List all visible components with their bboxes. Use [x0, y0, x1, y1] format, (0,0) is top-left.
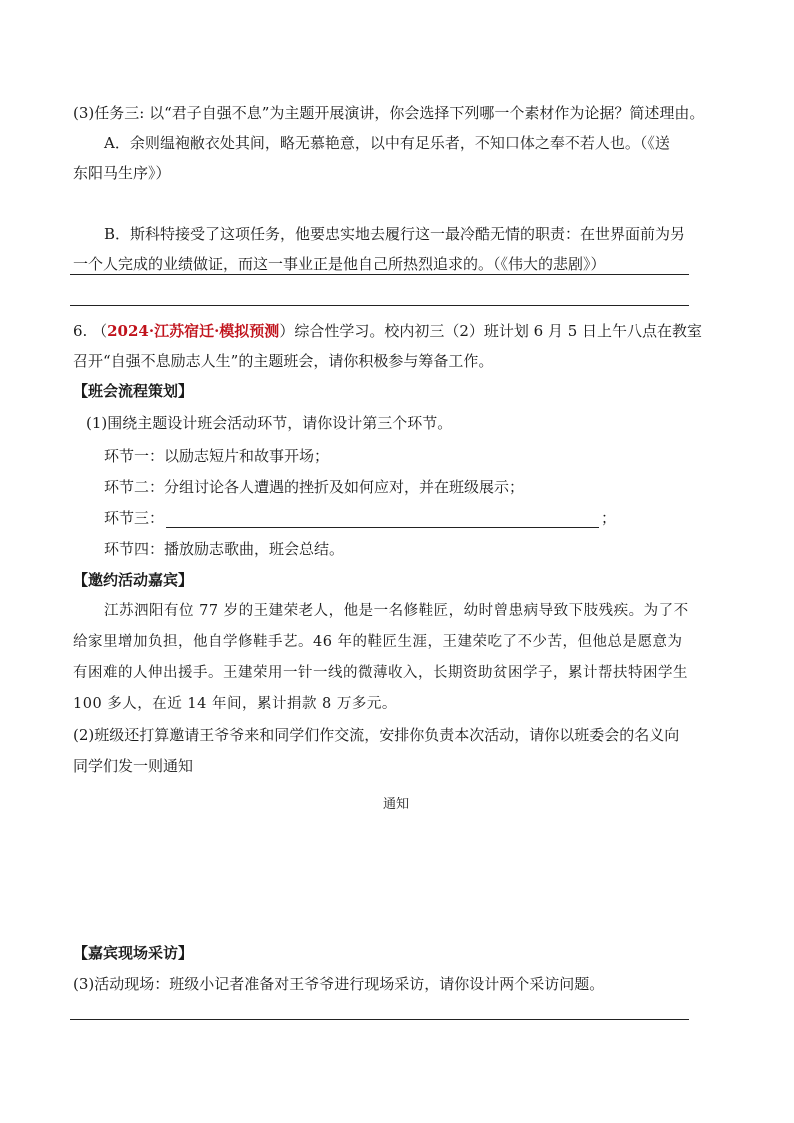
option-b-line2: 一个人完成的业绩做证，而这一事业正是他自己所热烈追求的。（《伟大的悲剧》） [73, 255, 606, 273]
step-3-end: ； [601, 509, 617, 527]
question-source: 2024·江苏宿迁·模拟预测 [107, 322, 280, 340]
story-line1: 江苏泗阳有位 77 岁的王建荣老人，他是一名修鞋匠，幼时曾患病导致下肢残疾。为了不 [104, 603, 689, 619]
answer-line[interactable] [70, 1019, 689, 1020]
part3-prompt: (3)活动现场：班级小记者准备对王爷爷进行现场采访，请你设计两个采访问题。 [73, 975, 605, 993]
q5-part3-question: (3)任务三: 以“君子自强不息”为主题开展演讲，你会选择下列哪一个素材作为论据？简述理由。 [73, 104, 705, 122]
section-heading-planning: 【班会流程策划】 [73, 382, 194, 400]
story-line3: 有困难的人伸出援手。王建荣用一针一线的微薄收入，长期资助贫困学子，累计帮扶特困学生 [73, 665, 688, 681]
q6-intro-line1 [73, 321, 702, 341]
step-1: 环节一：以励志短片和故事开场； [104, 447, 330, 465]
notice-title: 通知 [383, 797, 410, 812]
step-2: 环节二：分组讨论各人遭遇的挫折及如何应对，并在班级展示； [104, 478, 525, 496]
part2-line1: (2)班级还打算邀请王爷爷来和同学们作交流，安排你负责本次活动，请你以班委会的名义向 [73, 726, 680, 744]
story-line2: 给家里增加负担，他自学修鞋手艺。46 年的鞋匠生涯，王建荣吃了不少苦，但他总是愿意为 [73, 634, 683, 650]
option-b-line1: B．斯科特接受了这项任务，他要忠实地去履行这一最冷酷无情的职责：在世界面前为另 [104, 225, 686, 243]
option-a-line2: 东阳马生序》） [73, 164, 171, 182]
story-line4: 100 多人，在近 14 年间，累计捐款 8 万多元。 [73, 696, 397, 712]
answer-line[interactable] [70, 305, 689, 306]
step-3 [104, 508, 616, 528]
intro-text: 综合性学习。校内初三（2）班计划 6 月 5 日上午八点在教室 [294, 322, 703, 340]
answer-line[interactable] [70, 274, 689, 275]
step-3-label: 环节三： [104, 509, 165, 527]
step-3-blank[interactable] [166, 512, 599, 528]
section-heading-interview: 【嘉宾现场采访】 [73, 944, 194, 962]
part1-prompt: (1)围绕主题设计班会活动环节，请你设计第三个环节。 [86, 414, 453, 432]
q6-intro-line2: 召开“自强不息励志人生”的主题班会，请你积极参与筹备工作。 [73, 352, 494, 370]
part2-line2: 同学们发一则通知 [73, 757, 194, 775]
source-close: ） [279, 322, 295, 340]
question-number: 6. [73, 322, 88, 340]
option-a-line1: A．余则缊袍敝衣处其间，略无慕艳意，以中有足乐者，不知口体之奉不若人也。（《送 [104, 134, 670, 152]
source-open: （ [92, 322, 108, 340]
section-heading-invite: 【邀约活动嘉宾】 [73, 571, 194, 589]
step-4: 环节四：播放励志歌曲，班会总结。 [104, 540, 345, 558]
